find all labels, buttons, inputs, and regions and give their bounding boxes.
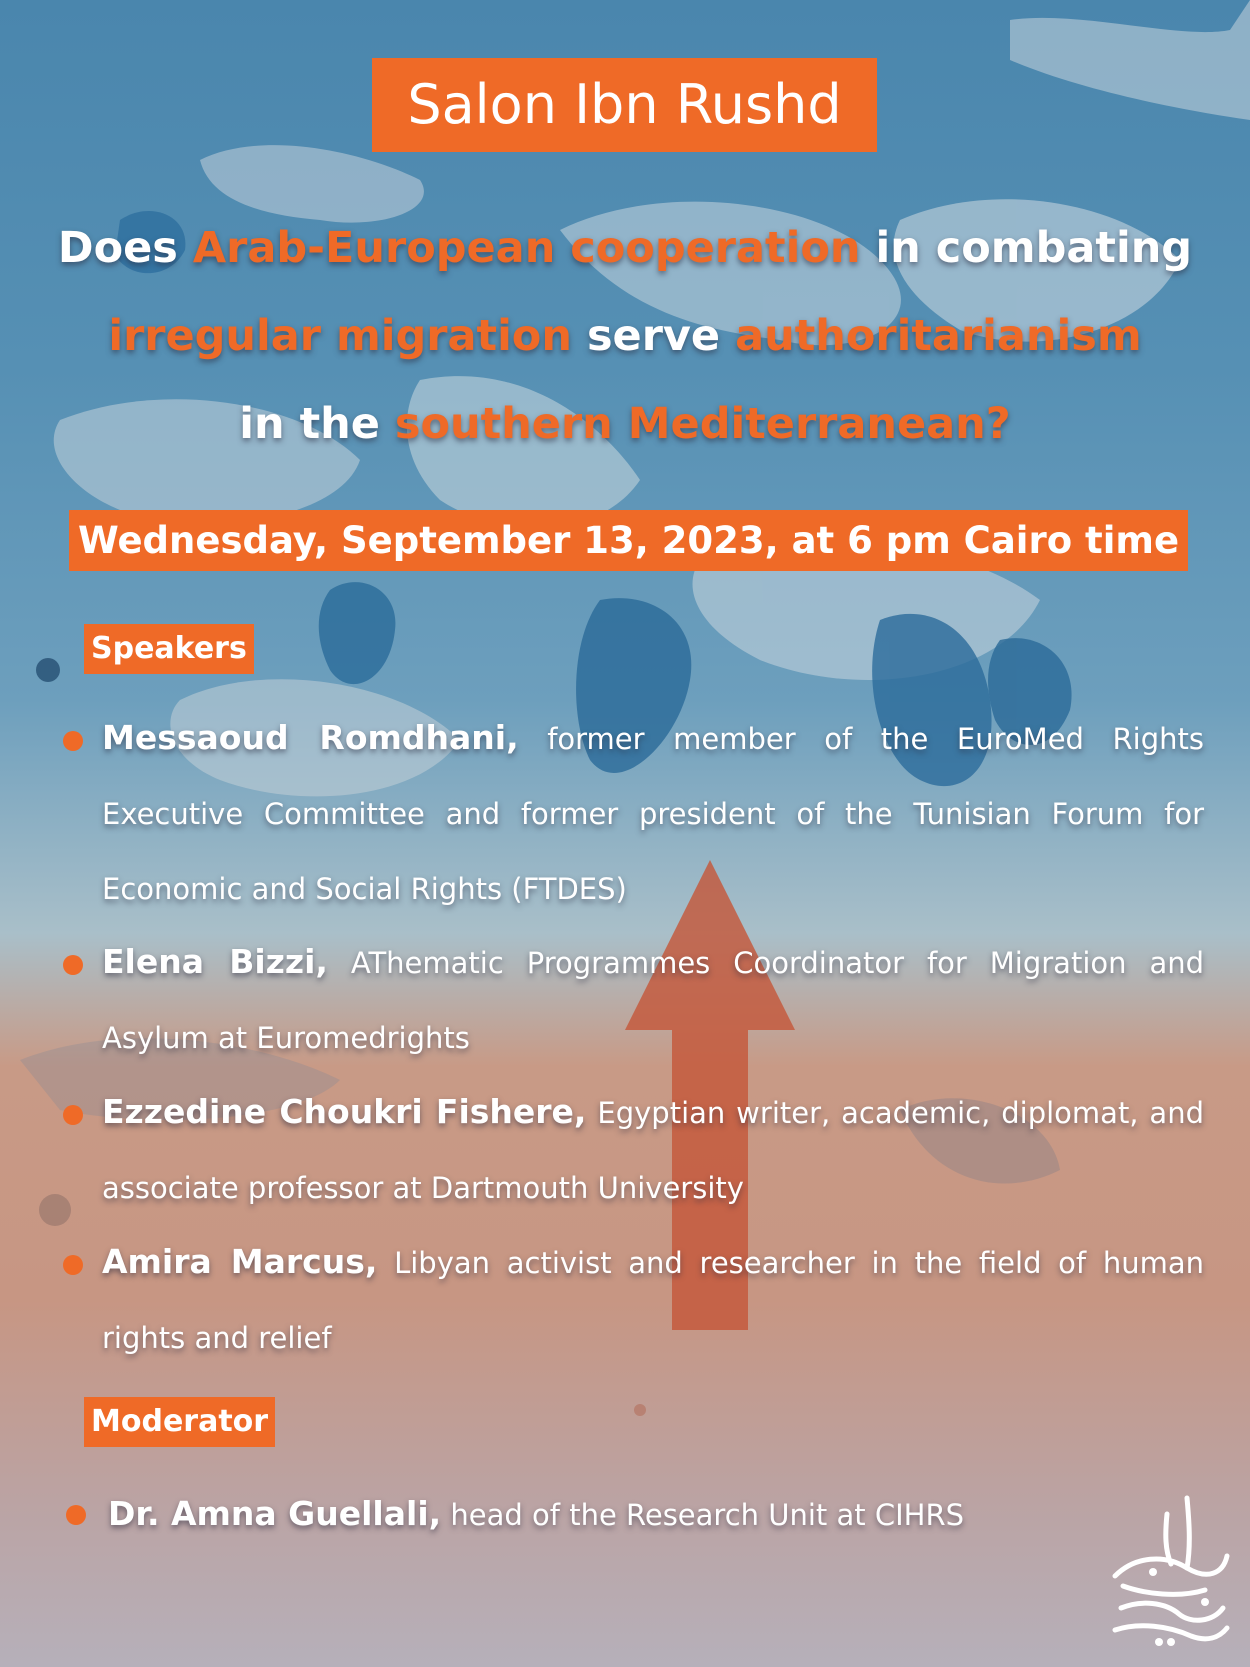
speakers-label: Speakers bbox=[84, 624, 254, 674]
bullet-icon bbox=[63, 731, 83, 751]
moderator-entry bbox=[108, 1476, 1108, 1553]
headline-line-3 bbox=[20, 380, 1230, 468]
headline-highlight: irregular migration bbox=[108, 311, 572, 361]
moderator-label: Moderator bbox=[84, 1397, 275, 1447]
headline-segment: serve bbox=[571, 311, 736, 361]
headline-segment: Does bbox=[57, 223, 193, 273]
speaker-entry bbox=[102, 700, 1204, 927]
speaker-name: Messaoud Romdhani, bbox=[102, 718, 519, 757]
speaker-description: former member of the EuroMed Rights Executive Committee and former president of the Tunisian Forum for Economic and Social Rights (FTDES) bbox=[102, 722, 1204, 906]
speaker-description: AThematic Programmes Coordinator for Migration and Asylum at Euromedrights bbox=[102, 946, 1204, 1055]
headline-line-2 bbox=[20, 292, 1230, 380]
headline-segment: in the bbox=[239, 399, 395, 449]
headline-highlight: authoritarianism bbox=[735, 311, 1142, 361]
moderator-name: Dr. Amna Guellali, bbox=[108, 1494, 442, 1533]
speaker-entry bbox=[102, 1224, 1204, 1376]
speaker-description: Libyan activist and researcher in the field of human rights and relief bbox=[102, 1246, 1205, 1355]
salon-calligraphy-logo bbox=[1095, 1490, 1235, 1650]
headline-highlight: southern Mediterranean? bbox=[394, 399, 1011, 449]
moderator-description: head of the Research Unit at CIHRS bbox=[450, 1498, 965, 1532]
bullet-icon bbox=[63, 955, 83, 975]
speaker-name: Ezzedine Choukri Fishere, bbox=[102, 1092, 587, 1131]
page-title: Salon Ibn Rushd bbox=[372, 58, 877, 152]
speaker-name: Elena Bizzi, bbox=[102, 942, 328, 981]
headline-segment: in combating bbox=[860, 223, 1193, 273]
speaker-entry bbox=[102, 1074, 1204, 1226]
speaker-description: Egyptian writer, academic, diplomat, and associate professor at Dartmouth University bbox=[102, 1096, 1204, 1205]
speaker-entry bbox=[102, 924, 1204, 1076]
event-date: Wednesday, September 13, 2023, at 6 pm Cairo time bbox=[69, 510, 1188, 571]
bullet-icon bbox=[63, 1105, 83, 1125]
headline-line-1 bbox=[20, 204, 1230, 292]
bullet-icon bbox=[66, 1505, 86, 1525]
headline-highlight: Arab-European cooperation bbox=[192, 223, 861, 273]
bullet-icon bbox=[63, 1255, 83, 1275]
speaker-name: Amira Marcus, bbox=[102, 1242, 378, 1281]
